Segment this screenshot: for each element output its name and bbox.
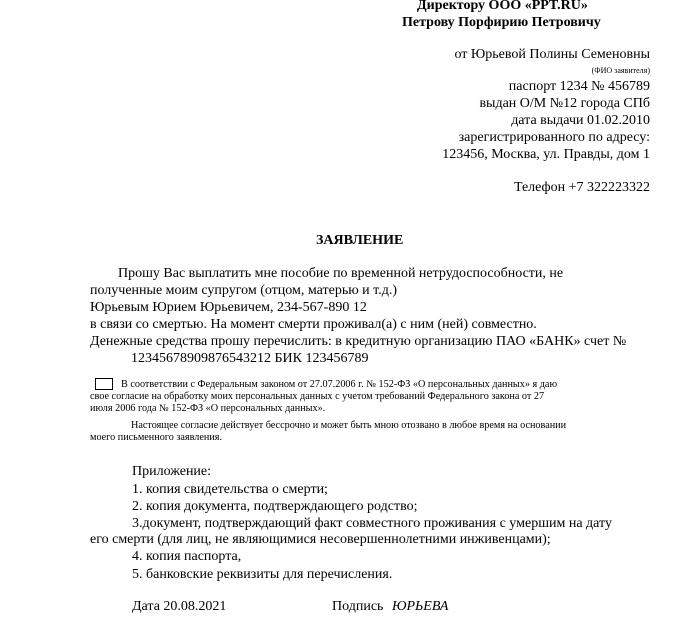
consent-checkbox[interactable] <box>95 378 113 390</box>
signature-value: ЮРЬЕВА <box>392 599 449 614</box>
attachment-item-3-line-2: его смерти (для лиц, не являющимися несовершеннолетними инживенцами); <box>90 532 551 547</box>
registered-label: зарегистрированного по адресу: <box>458 130 650 145</box>
consent-line-5: моего письменного заявления. <box>90 432 223 443</box>
from-caption: (ФИО заявителя) <box>591 66 650 75</box>
consent-line-3: июля 2006 года № 152-ФЗ «О персональных данных». <box>90 403 326 414</box>
phone-line: Телефон +7 322223322 <box>513 180 650 195</box>
consent-line-4: Настоящее согласие действует бессрочно и может быть мною отозвано в любое время на основании <box>131 420 567 431</box>
attachment-item-2: 2. копия документа, подтверждающего родство; <box>132 499 418 514</box>
account-details: 12345678909876543212 БИК 123456789 <box>131 351 369 366</box>
signature-label: Подпись <box>332 599 384 614</box>
issue-date-line: дата выдачи 01.02.2010 <box>511 113 650 128</box>
document-title: ЗАЯВЛЕНИЕ <box>316 233 404 248</box>
from-line: от Юрьевой Полины Семеновны <box>454 47 650 62</box>
attachment-item-3-line-1: 3.документ, подтверждающий факт совместного проживания с умершим на дату <box>132 516 612 531</box>
body-line-1: Прошу Вас выплатить мне пособие по временной нетрудоспособности, не <box>118 266 564 281</box>
body-line-4: в связи со смертью. На момент смерти проживал(а) с ним (ней) совместно. <box>90 317 537 332</box>
body-line-5: Денежные средства прошу перечислить: в кредитную организацию ПАО «БАНК» счет № <box>90 334 627 349</box>
addressee-line-1: Директору ООО «PPT.RU» <box>417 0 588 13</box>
attachments-heading: Приложение: <box>132 464 212 479</box>
consent-line-1: В соответствии с Федеральным законом от 27.07.2006 г. № 152-ФЗ «О персональных данных» я даю <box>121 379 558 390</box>
attachment-item-4: 4. копия паспорта, <box>132 549 242 564</box>
issued-by-line: выдан О/М №12 города СПб <box>479 96 650 111</box>
consent-line-2: свое согласие на обработку моих персональных данных с учетом требований Федерального закона от 27 <box>90 391 545 402</box>
date-line: Дата 20.08.2021 <box>132 599 227 614</box>
body-line-2: полученные моим супругом (отцом, матерью и т.д.) <box>90 283 398 298</box>
body-line-3: Юрьевым Юрием Юрьевичем, 234-567-890 12 <box>90 300 367 315</box>
attachment-item-1: 1. копия свидетельства о смерти; <box>132 482 328 497</box>
address-line: 123456, Москва, ул. Правды, дом 1 <box>442 147 650 162</box>
addressee-line-2: Петрову Порфирию Петровичу <box>402 15 601 30</box>
attachment-item-5: 5. банковские реквизиты для перечисления. <box>132 567 393 582</box>
passport-line: паспорт 1234 № 456789 <box>508 79 650 94</box>
